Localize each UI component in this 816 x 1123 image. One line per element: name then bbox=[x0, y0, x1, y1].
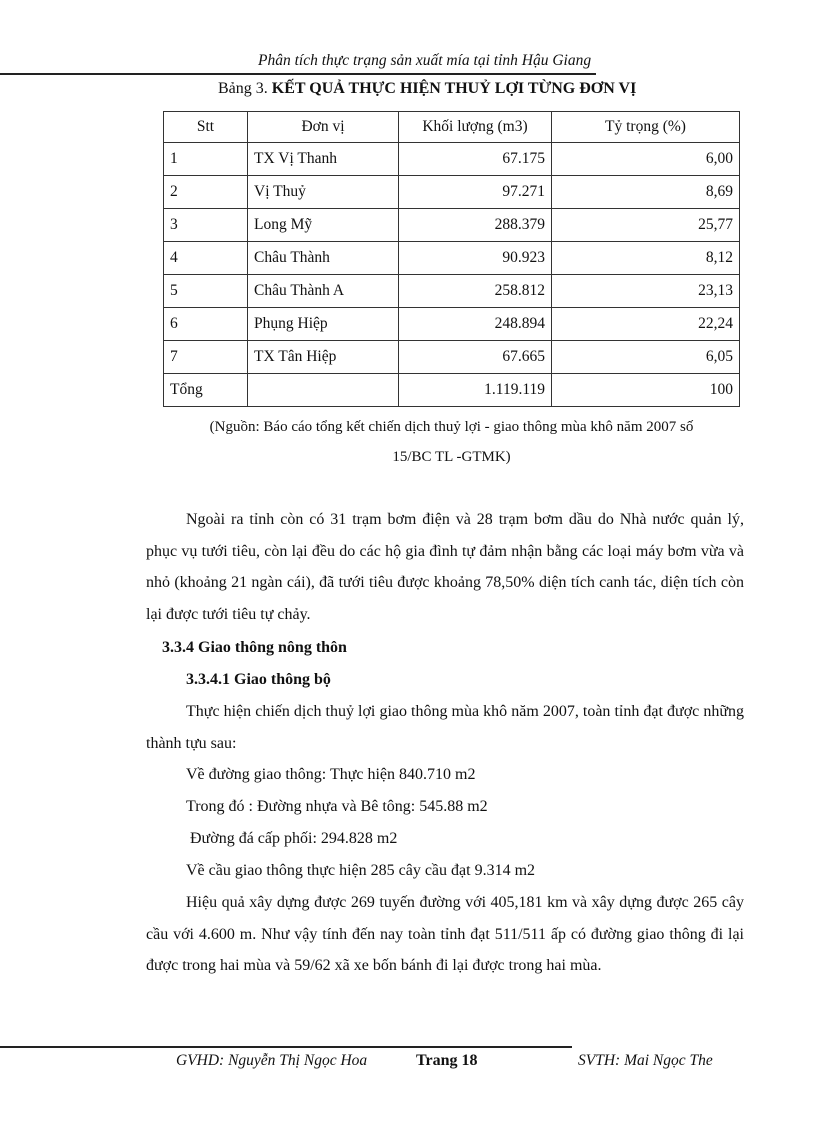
cell-unit: Châu Thành A bbox=[248, 275, 399, 308]
cell-total-unit bbox=[248, 374, 399, 407]
footer-student: SVTH: Mai Ngọc The bbox=[578, 1052, 713, 1069]
irrigation-results-table bbox=[163, 111, 740, 407]
table-caption-prefix: Bảng 3. bbox=[218, 80, 268, 97]
cell-share: 6,05 bbox=[552, 341, 740, 374]
footer-page-indicator bbox=[416, 1052, 477, 1070]
cell-share: 25,77 bbox=[552, 209, 740, 242]
paragraph-construction-efficiency: Hiệu quả xây dựng được 269 tuyến đường với 405,181 km và xây dựng được 265 cây cầu với 4.600 m. Như vậy tính đến nay toàn tỉnh đạt 511/511 ấp có đường giao thông đi lại được trong hai mùa và 59/62 xã xe bốn bánh đi lại được trong hai mùa. bbox=[146, 894, 744, 974]
cell-share: 6,00 bbox=[552, 143, 740, 176]
cell-volume: 67.175 bbox=[399, 143, 552, 176]
table-row bbox=[164, 275, 740, 308]
paragraph-campaign-results: Thực hiện chiến dịch thuỷ lợi giao thông mùa khô năm 2007, toàn tỉnh đạt được những thành tựu sau: bbox=[146, 703, 744, 752]
cell-volume: 288.379 bbox=[399, 209, 552, 242]
cell-share: 23,13 bbox=[552, 275, 740, 308]
line-bridges: Về cầu giao thông thực hiện 285 cây cầu đạt 9.314 m2 bbox=[186, 862, 536, 879]
table-row bbox=[164, 176, 740, 209]
page-header-title: Phân tích thực trạng sản xuất mía tại tỉnh Hậu Giang bbox=[258, 52, 592, 69]
cell-volume: 97.271 bbox=[399, 176, 552, 209]
table-row bbox=[164, 209, 740, 242]
cell-total-volume: 1.119.119 bbox=[399, 374, 552, 407]
table-header-row bbox=[164, 112, 740, 143]
cell-unit: TX Vị Thanh bbox=[248, 143, 399, 176]
table-caption-title: KẾT QUẢ THỰC HIỆN THUỶ LỢI TỪNG ĐƠN VỊ bbox=[271, 80, 637, 97]
table-row bbox=[164, 143, 740, 176]
table-row bbox=[164, 341, 740, 374]
footer-divider bbox=[0, 1046, 572, 1048]
cell-stt: 4 bbox=[164, 242, 248, 275]
paragraph-pumping-stations: Ngoài ra tỉnh còn có 31 trạm bơm điện và 28 trạm bơm dầu do Nhà nước quản lý, phục vụ tưới tiêu, còn lại đều do các hộ gia đình tự đảm nhận bằng các loại máy bơm vừa và nhỏ (khoảng 21 ngàn cái), đã tưới tiêu được khoảng 78,50% diện tích canh tác, diện tích còn lại được tưới tiêu tự chảy. bbox=[146, 511, 744, 623]
cell-unit: Phụng Hiệp bbox=[248, 308, 399, 341]
header-divider bbox=[0, 73, 596, 75]
cell-unit: Vị Thuỷ bbox=[248, 176, 399, 209]
cell-total-label: Tổng bbox=[164, 374, 248, 407]
column-header-share: Tỷ trọng (%) bbox=[552, 112, 740, 143]
column-header-volume: Khối lượng (m3) bbox=[399, 112, 552, 143]
line-road-total: Về đường giao thông: Thực hiện 840.710 m2 bbox=[186, 766, 476, 783]
line-asphalt-concrete: Trong đó : Đường nhựa và Bê tông: 545.88 m2 bbox=[186, 798, 488, 815]
cell-total-share: 100 bbox=[552, 374, 740, 407]
cell-stt: 7 bbox=[164, 341, 248, 374]
cell-stt: 3 bbox=[164, 209, 248, 242]
source-line-2: 15/BC TL -GTMK) bbox=[392, 449, 511, 465]
section-heading-rural-transport: 3.3.4 Giao thông nông thôn bbox=[162, 639, 347, 656]
cell-unit: TX Tân Hiệp bbox=[248, 341, 399, 374]
page-number: 18 bbox=[461, 1052, 478, 1069]
table-caption bbox=[218, 80, 636, 98]
cell-unit: Châu Thành bbox=[248, 242, 399, 275]
table-row bbox=[164, 308, 740, 341]
footer-advisor: GVHD: Nguyễn Thị Ngọc Hoa bbox=[176, 1052, 368, 1069]
cell-share: 8,12 bbox=[552, 242, 740, 275]
cell-stt: 6 bbox=[164, 308, 248, 341]
cell-share: 22,24 bbox=[552, 308, 740, 341]
table-row bbox=[164, 242, 740, 275]
page-label: Trang bbox=[416, 1052, 458, 1069]
table-total-row bbox=[164, 374, 740, 407]
cell-volume: 258.812 bbox=[399, 275, 552, 308]
line-gravel-road: Đường đá cấp phối: 294.828 m2 bbox=[186, 830, 398, 847]
column-header-stt: Stt bbox=[164, 112, 248, 143]
table-source-note bbox=[160, 412, 743, 472]
cell-stt: 2 bbox=[164, 176, 248, 209]
body-text-block bbox=[146, 504, 744, 982]
cell-volume: 248.894 bbox=[399, 308, 552, 341]
cell-stt: 1 bbox=[164, 143, 248, 176]
source-line-1: (Nguồn: Báo cáo tổng kết chiến dịch thuỷ lợi - giao thông mùa khô năm 2007 số bbox=[209, 419, 694, 435]
cell-share: 8,69 bbox=[552, 176, 740, 209]
cell-stt: 5 bbox=[164, 275, 248, 308]
column-header-unit: Đơn vị bbox=[248, 112, 399, 143]
cell-volume: 90.923 bbox=[399, 242, 552, 275]
subsection-heading-road-transport: 3.3.4.1 Giao thông bộ bbox=[186, 671, 331, 688]
cell-unit: Long Mỹ bbox=[248, 209, 399, 242]
cell-volume: 67.665 bbox=[399, 341, 552, 374]
